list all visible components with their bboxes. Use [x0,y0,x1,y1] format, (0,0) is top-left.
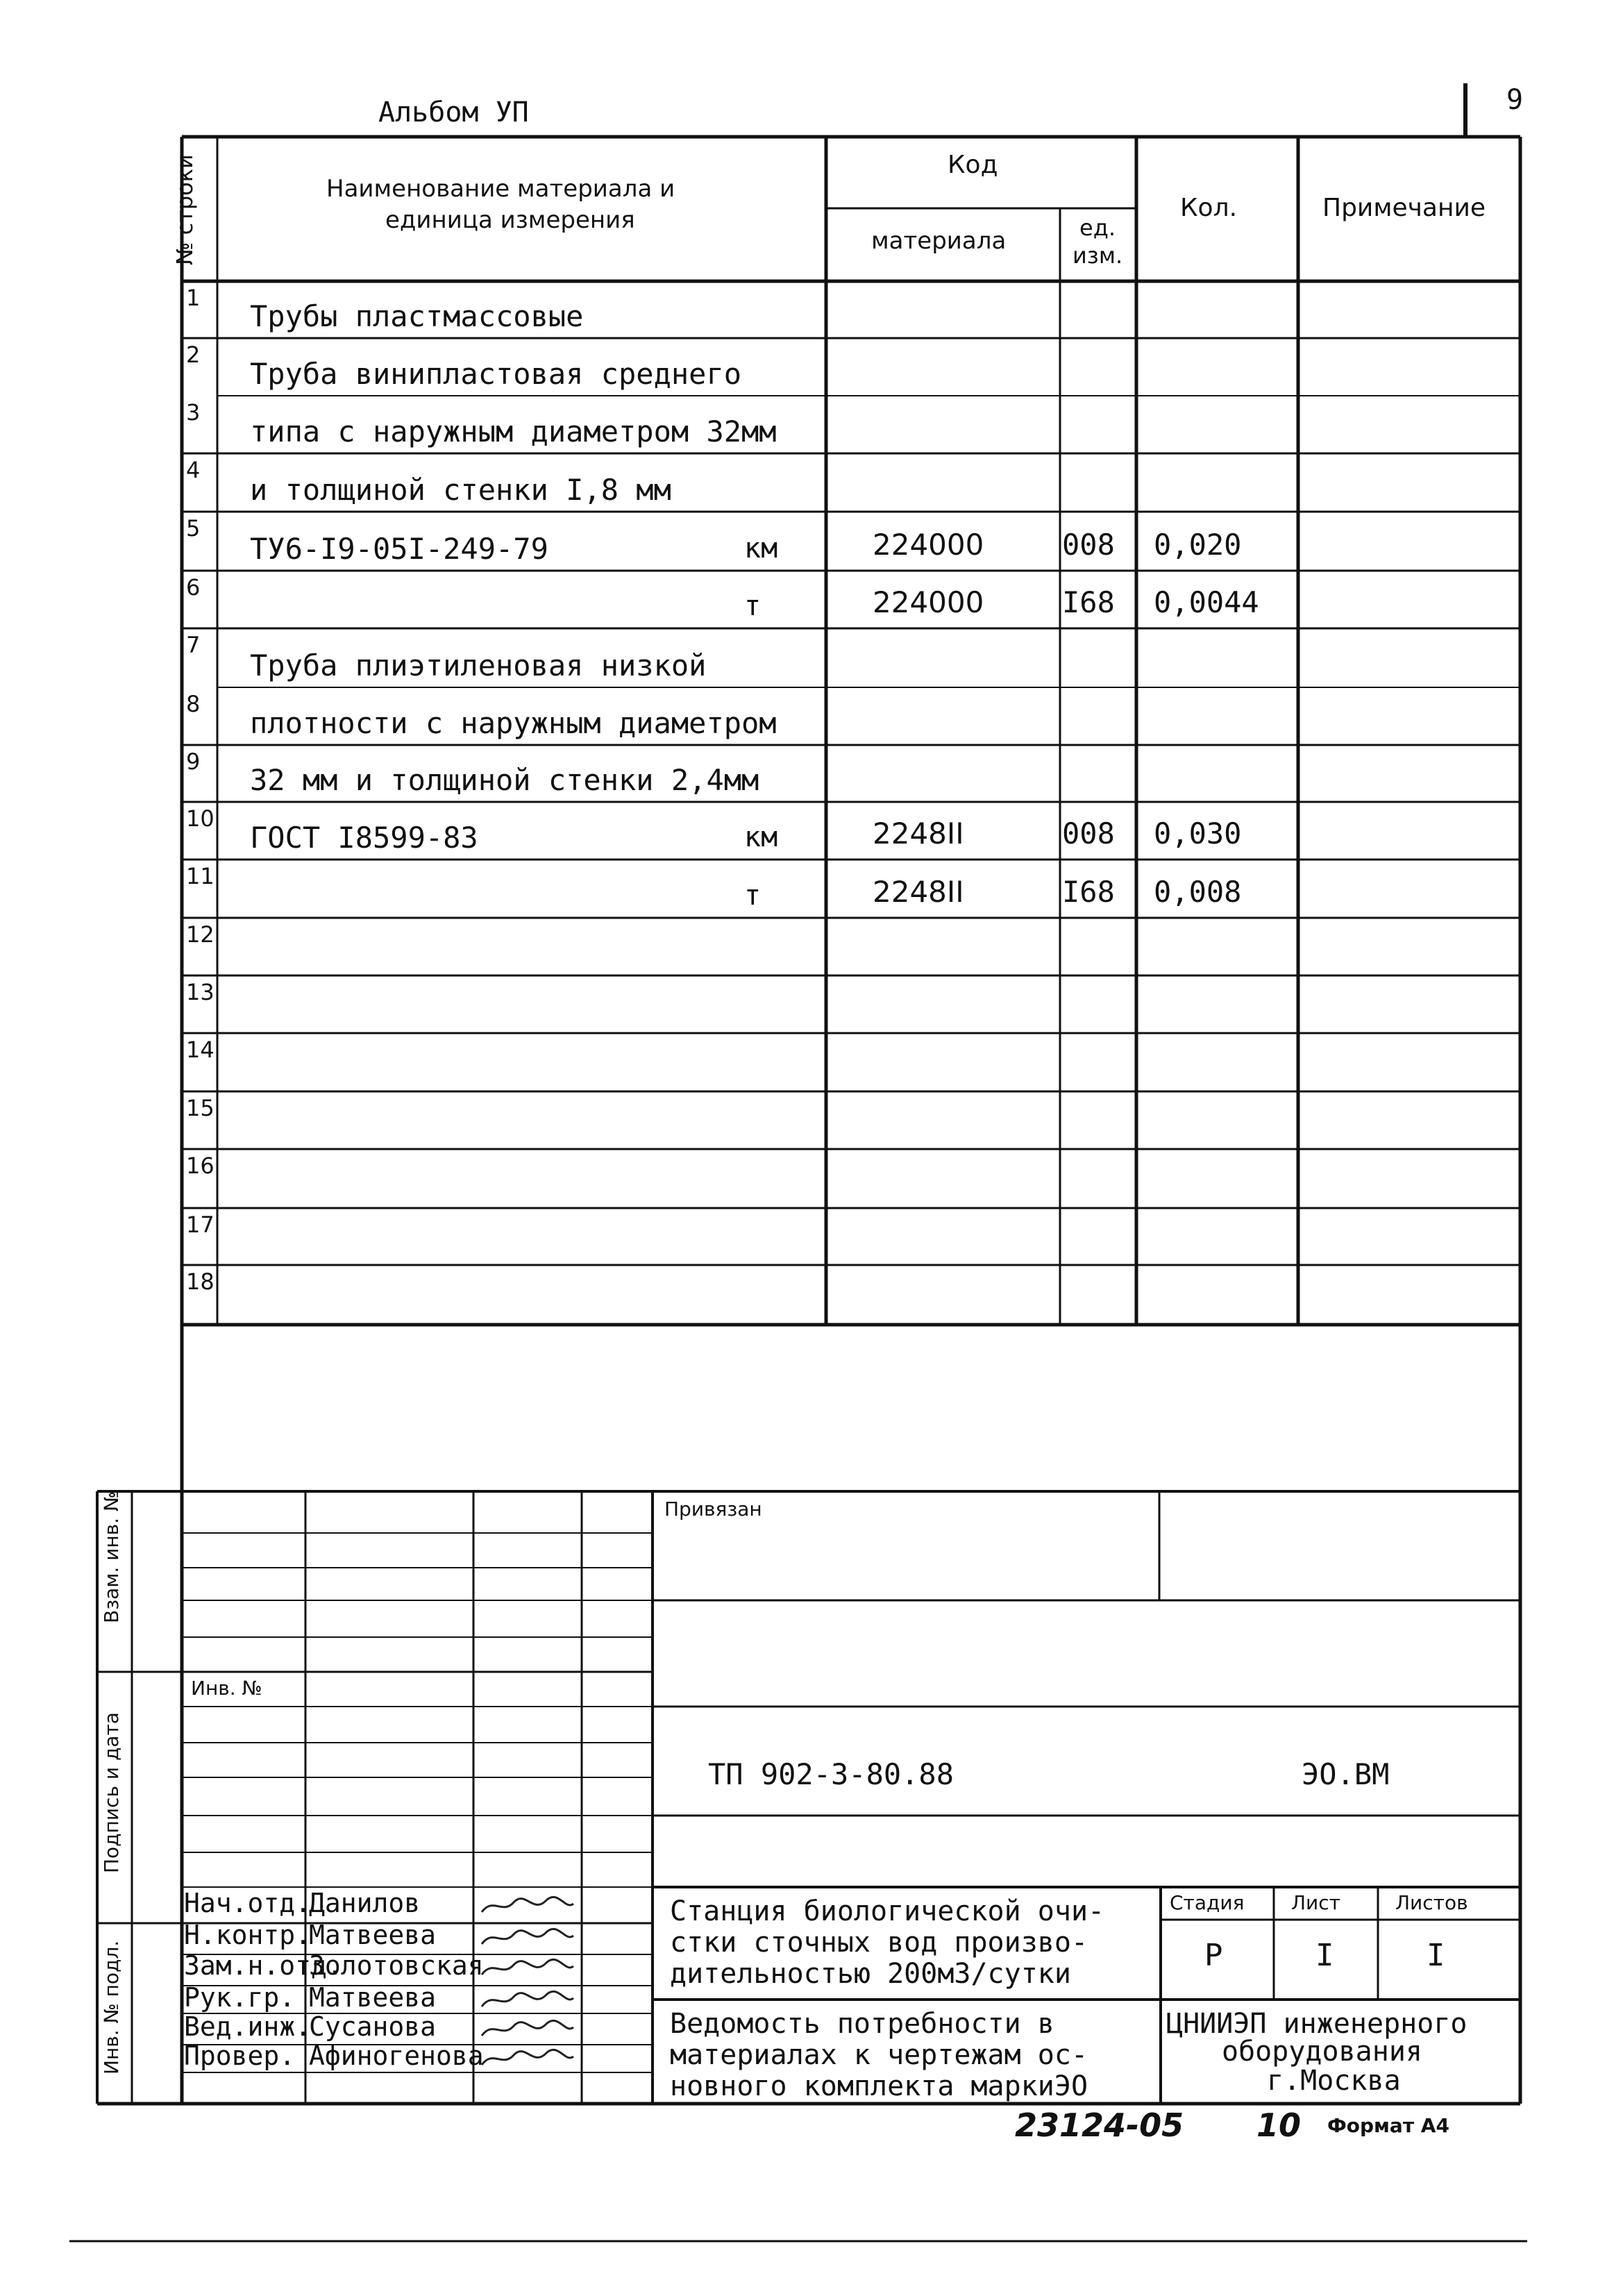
sheet-value: I [1315,1938,1334,1973]
row-number: 12 [186,921,215,948]
signature-scribble [479,1926,576,1950]
col-name-header-line1: Наименование материала и [326,175,675,203]
doc-mark: ЭО.ВМ [1302,1757,1390,1791]
org-line2: оборудования [1222,2036,1422,2068]
signature-scribble [479,2047,576,2070]
row-number: 13 [186,979,215,1005]
doc-number: ТП 902-3-80.88 [708,1757,954,1791]
signer-name: Данилов [309,1888,421,1918]
sheets-value: I [1427,1938,1445,1973]
row-material-code: 224000 [873,528,984,562]
album-title: Альбом УП [378,97,529,128]
signer-role: Вед.инж. [184,2011,312,2042]
page-mark: 9 [1506,84,1524,116]
row-number: 14 [186,1037,215,1063]
project-title-line3: дительностью 200м3/сутки [670,1958,1071,1990]
row-name: и толщиной стенки I,8 мм [250,473,671,507]
archive-number: 23124-05 [1015,2106,1184,2144]
row-number: 9 [186,748,201,775]
signature-scribble [479,1894,576,1918]
row-number: 11 [186,863,215,889]
signer-role: Рук.гр. [184,1982,296,2013]
archive-page-number: 10 [1256,2106,1302,2144]
signer-role: Провер. [184,2041,296,2071]
signer-role: Нач.отд. [184,1888,312,1918]
row-material-code: 224000 [873,585,984,619]
side-label-inv: Инв. № подл. [100,1940,123,2075]
doc-title-line1: Ведомость потребности в [670,2008,1054,2040]
row-name: ТУ6-I9-05I-249-79 [250,532,548,566]
row-name: типа с наружным диаметром 32мм [250,414,777,449]
signer-name: Матвеева [309,1920,437,1950]
row-number: 15 [186,1095,215,1121]
signature-scribble [479,1988,576,2012]
row-unit-code: I68 [1062,585,1115,619]
row-unit: км [744,533,778,564]
row-unit-code: 008 [1062,528,1115,562]
row-unit: т [744,880,762,912]
row-number: 7 [186,632,201,658]
signature-scribble [479,2018,576,2041]
signer-name: Матвеева [309,1982,437,2013]
row-name: 32 мм и толщиной стенки 2,4мм [250,763,759,797]
row-number: 17 [186,1212,215,1238]
row-material-code: 2248II [873,816,964,850]
side-label-podpis: Подпись и дата [100,1712,123,1873]
doc-title-line3: новного комплекта маркиЭО [670,2070,1088,2102]
col-material-header: материала [871,227,1007,255]
row-quantity: 0,0044 [1154,585,1259,619]
sheet-label: Лист [1291,1891,1340,1914]
col-note-header: Примечание [1322,194,1486,222]
side-label-vzam: Взам. инв. № [100,1491,123,1623]
row-unit: т [744,590,762,622]
row-number: 8 [186,691,201,717]
row-number: 1 [186,285,201,311]
col-unit-header-line1: ед. [1079,215,1116,241]
row-number: 16 [186,1153,215,1179]
row-name: ГОСТ I8599-83 [250,821,478,855]
stage-value: Р [1204,1938,1223,1973]
row-quantity: 0,030 [1154,816,1242,850]
signer-name: Афиногенова [309,2041,484,2071]
row-name: Труба винипластовая среднего [250,357,742,391]
project-title-line2: стки сточных вод произво- [670,1927,1088,1959]
row-number: 2 [186,342,201,368]
signer-role: Зам.н.отд. [184,1950,343,1981]
signer-name: Золотовская [309,1950,484,1981]
col-code-header: Код [948,151,998,179]
col-qty-header: Кол. [1180,194,1238,222]
row-name: Трубы пластмассовые [250,299,584,333]
row-number: 18 [186,1268,215,1295]
inv-no-label: Инв. № [191,1677,262,1700]
row-unit-code: I68 [1062,875,1115,909]
row-number: 6 [186,574,201,601]
col-name-header-line2: единица измерения [385,206,635,234]
project-title-line1: Станция биологической очи- [670,1895,1105,1927]
col-row-no-header: № строки [171,154,198,265]
privyazan-label: Привязан [664,1498,762,1520]
org-line3: г.Москва [1267,2065,1401,2097]
row-number: 3 [186,399,201,426]
row-unit-code: 008 [1062,816,1115,850]
doc-title-line2: материалах к чертежам ос- [670,2039,1088,2071]
row-material-code: 2248II [873,875,964,909]
signer-name: Сусанова [309,2011,437,2042]
stage-label: Стадия [1170,1891,1245,1914]
row-number: 4 [186,457,201,483]
org-line1: ЦНИИЭП инженерного [1166,2008,1467,2040]
row-name: плотности с наружным диаметром [250,706,777,740]
row-number: 10 [186,805,215,832]
row-unit: км [744,821,778,853]
row-number: 5 [186,515,201,542]
format-label: Формат А4 [1327,2114,1449,2137]
sheets-label: Листов [1395,1891,1468,1914]
row-name: Труба плиэтиленовая низкой [250,648,707,682]
col-unit-header-line2: изм. [1073,242,1123,269]
signer-role: Н.контр. [184,1920,312,1950]
signature-scribble [479,1956,576,1980]
row-quantity: 0,008 [1154,875,1242,909]
row-quantity: 0,020 [1154,528,1242,562]
